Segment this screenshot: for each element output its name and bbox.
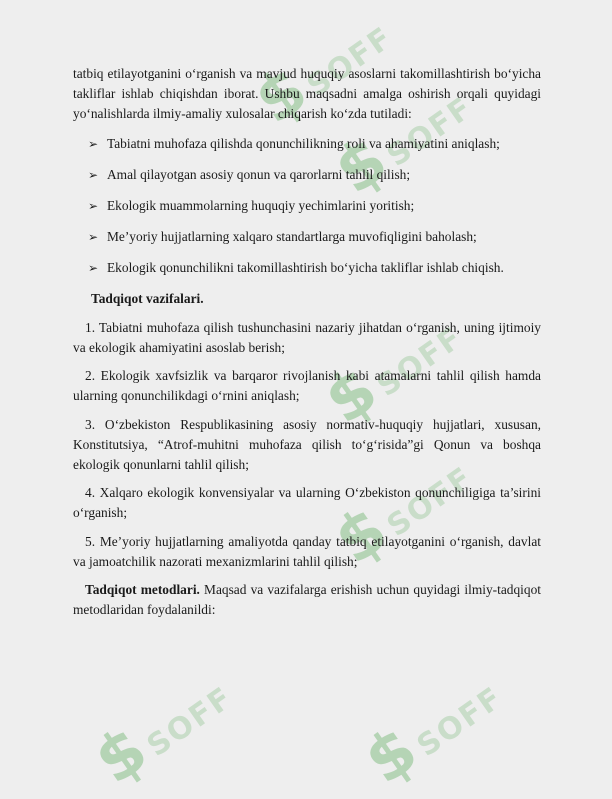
watermark-symbol: $: [241, 53, 321, 140]
watermark-text: SOFF: [370, 320, 470, 404]
task-item: 3. O‘zbekiston Respublikasining asosiy normativ-huquqiy hujjatlari, xususan, Konstitutsiya, “Atrof-muhitni muhofaza qilish to‘g‘risida”gi Qonun va boshqa ekologik qonunlarni tahlil qilish;: [73, 416, 541, 473]
list-item: ➢ Amal qilayotgan asosiy qonun va qarorlarni tahlil qilish;: [73, 165, 541, 185]
watermark-text: SOFF: [300, 20, 400, 104]
arrow-bullet-icon: ➢: [88, 198, 99, 213]
watermark-symbol: $: [351, 713, 431, 799]
task-item: 1. Tabiatni muhofaza qilish tushunchasini nazariy jihatdan o‘rganish, uning ijtimoiy va ekologik ahamiyatini asoslab berish;: [73, 319, 541, 356]
task-item: 2. Ekologik xavfsizlik va barqaror rivojlanish kabi atamalarni tahlil qilish hamda ularning qonunchilikdagi o‘rnini aniqlash;: [73, 368, 541, 404]
watermark-text: SOFF: [380, 90, 480, 174]
arrow-bullet-icon: ➢: [88, 136, 99, 151]
watermark-symbol: $: [81, 713, 161, 799]
goals-list: [73, 134, 541, 278]
document-body: [73, 64, 541, 620]
arrow-bullet-icon: ➢: [88, 167, 99, 182]
list-item: ➢ Me’yoriy hujjatlarning xalqaro standartlarga muvofiqligini baholash;: [73, 227, 541, 247]
watermark: [82, 655, 244, 799]
methods-heading: Tadqiqot metodlari.: [85, 582, 200, 598]
intro-paragraph: tatbiq etilayotganini o‘rganish va mavjud huquqiy asoslarni takomillashtirish bo‘yicha takliflar ishlab chiqishdan iborat. Ushbu maqsadni amalga oshirish orqali quyidagi yo‘nalishlarda ilmiy-amaliy xulosalar chiqarish ko‘zda tutiladi:: [73, 66, 541, 122]
watermark-symbol: $: [321, 123, 401, 210]
watermark-symbol: $: [321, 493, 401, 580]
watermark-text: SOFF: [140, 680, 240, 764]
list-item: ➢ Ekologik muammolarning huquqiy yechimlarini yoritish;: [73, 196, 541, 216]
methods-paragraph: [73, 580, 541, 620]
watermark-text: SOFF: [410, 680, 510, 764]
list-item: ➢ Ekologik qonunchilikni takomillashtirish bo‘yicha takliflar ishlab chiqish.: [73, 258, 541, 278]
tasks-heading: Tadqiqot vazifalari.: [91, 290, 204, 306]
arrow-bullet-icon: ➢: [88, 260, 99, 275]
arrow-bullet-icon: ➢: [88, 229, 99, 244]
task-item: 5. Me’yoriy hujjatlarning amaliyotda qanday tatbiq etilayotganini o‘rganish, davlat va jamoatchilik nazorati mexanizmlarini tahlil qilish;: [73, 533, 541, 569]
watermark-symbol: $: [311, 353, 391, 440]
list-item: ➢ Tabiatni muhofaza qilishda qonunchilikning roli va ahamiyatini aniqlash;: [73, 134, 541, 154]
watermark: [352, 655, 514, 799]
task-item: 4. Xalqaro ekologik konvensiyalar va ularning O‘zbekiston qonunchiligiga ta’sirini o‘rganish;: [73, 485, 541, 521]
methods-text: Maqsad va vazifalarga erishish uchun quyidagi ilmiy-tadqiqot metodlaridan foydalanildi:: [73, 582, 541, 618]
watermark-text: SOFF: [380, 460, 480, 544]
